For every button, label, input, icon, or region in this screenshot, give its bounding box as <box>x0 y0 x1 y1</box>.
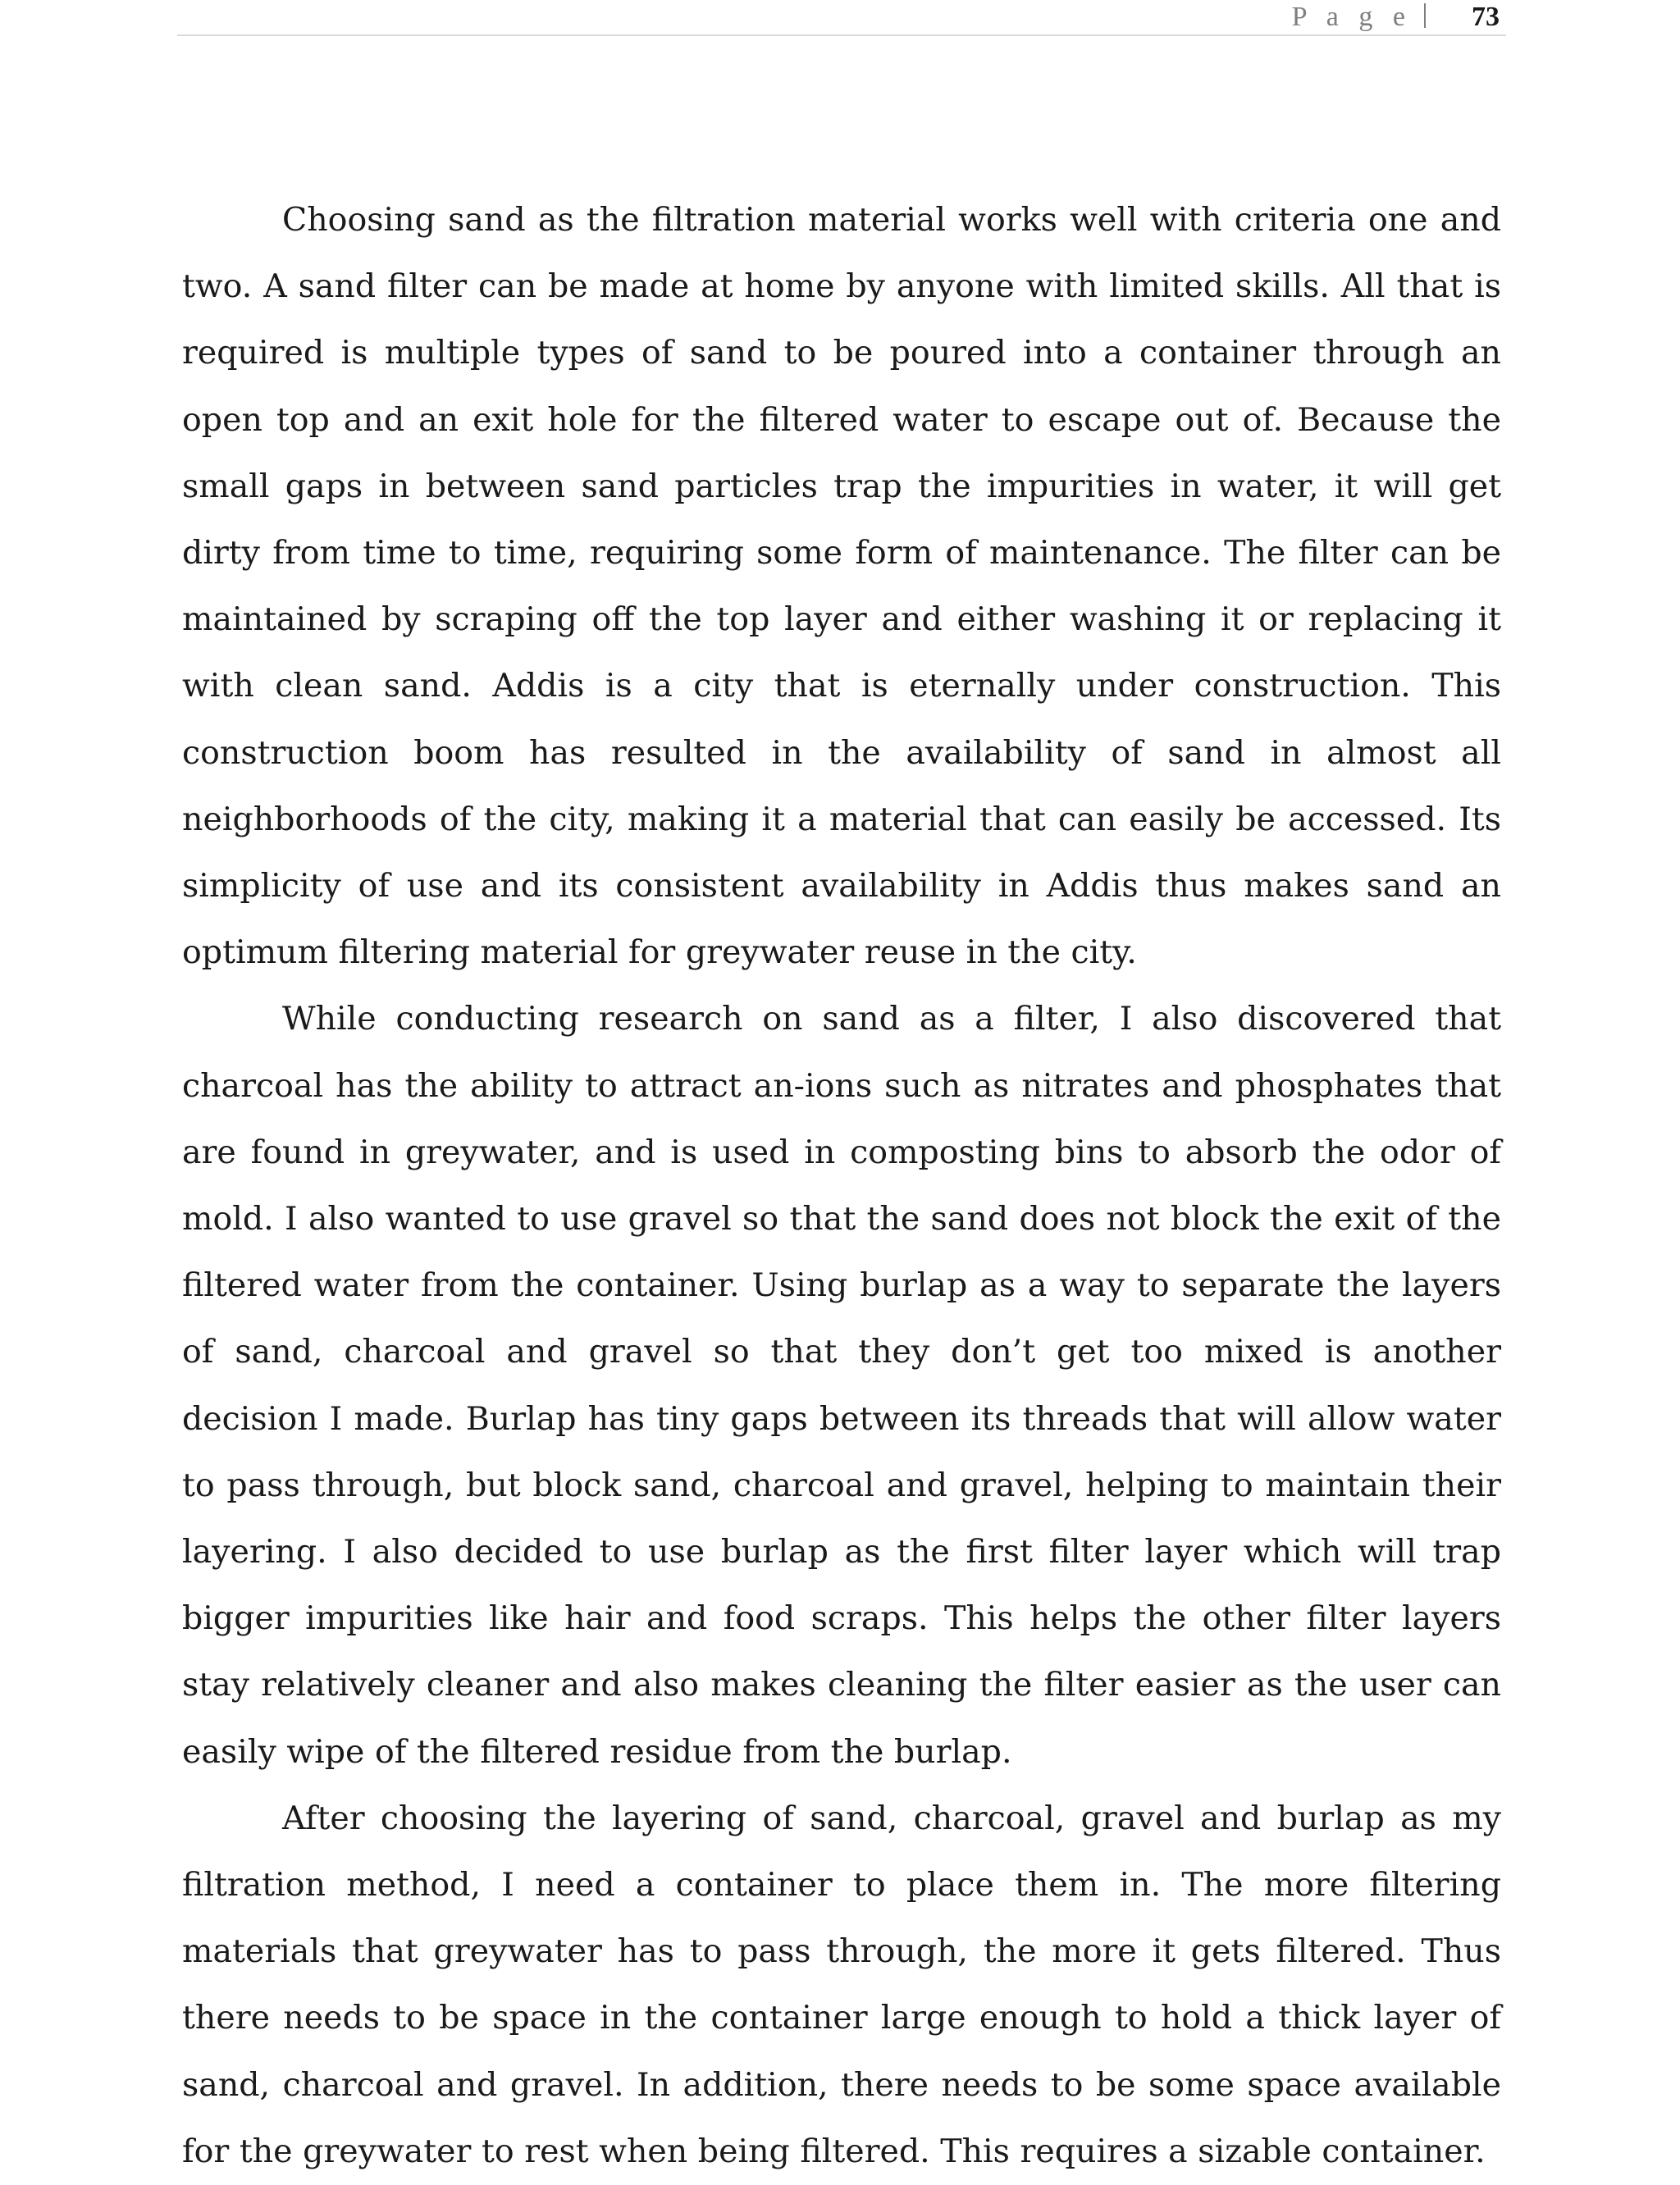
paragraph-sand-filtration: Choosing sand as the filtration material works well with criteria one and two. A sand filter can be made at home by anyone with limited skills. All that is required is multiple types of sand to be poured into a container through an open top and an exit hole for the filtered water to escape out of. Because the small gaps in between sand particles trap the impurities in water, it will get dirty from time to time, requiring some form of maintenance. The filter can be maintained by scraping off the top layer and either washing it or replacing it with clean sand. Addis is a city that is eternally under construction. This construction boom has resulted in the availability of sand in almost all neighborhoods of the city, making it a material that can easily be accessed. Its simplicity of use and its consistent availability in Addis thus makes sand an optimum filtering material for greywater reuse in the city. <box>182 201 1501 972</box>
paragraph-container: After choosing the layering of sand, charcoal, gravel and burlap as my filtration method, I need a container to place them in. The more filtering materials that greywater has to pass through, the more it gets filtered. Thus there needs to be space in the container large enough to hold a thick layer of sand, charcoal and gravel. In addition, there needs to be some space available for the greywater to rest when being filtered. This requires a sizable container. <box>182 1799 1501 2170</box>
page-label: P a g e <box>1291 2 1412 32</box>
document-body <box>182 187 1501 2185</box>
page-header <box>177 0 1506 36</box>
page-number: 73 <box>1472 2 1500 32</box>
paragraph-charcoal-gravel-burlap: While conducting research on sand as a filter, I also discovered that charcoal has the ability to attract an-ions such as nitrates and phosphates that are found in greywater, and is used in composting bins to absorb the odor of mold. I also wanted to use gravel so that the sand does not block the exit of the filtered water from the container. Using burlap as a way to separate the layers of sand, charcoal and gravel so that they don’t get too mixed is another decision I made. Burlap has tiny gaps between its threads that will allow water to pass through, but block sand, charcoal and gravel, helping to maintain their layering. I also decided to use burlap as the first filter layer which will trap bigger impurities like hair and food scraps. This helps the other filter layers stay relatively cleaner and also makes cleaning the filter easier as the user can easily wipe of the filtered residue from the burlap. <box>182 1000 1501 1771</box>
page-separator <box>1424 3 1426 28</box>
